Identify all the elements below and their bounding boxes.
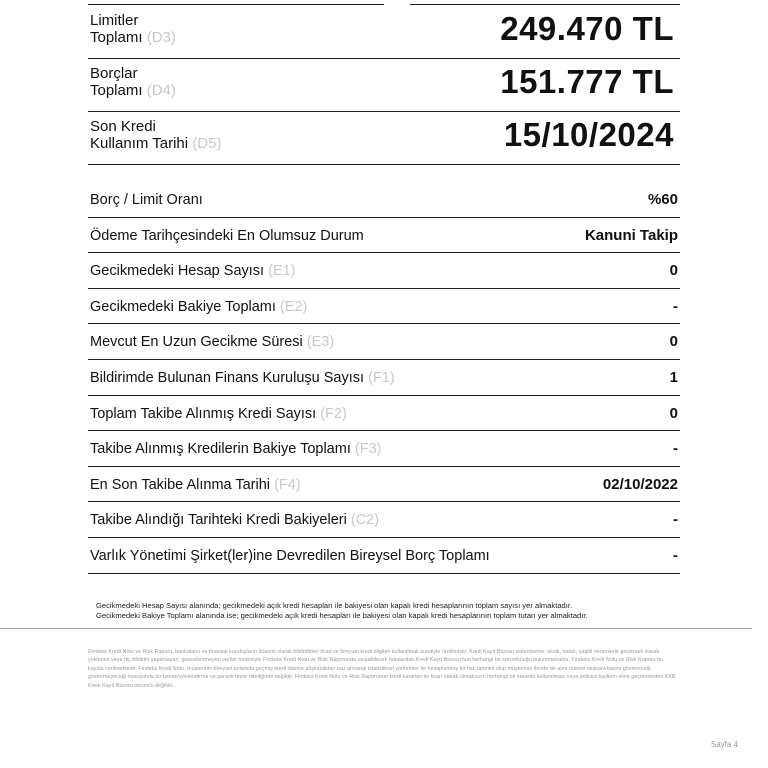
label-line: Son Kredi: [90, 118, 156, 135]
label-line: Toplamı: [90, 29, 143, 46]
row-label: Toplam Takibe Alınmış Kredi Sayısı (F2): [90, 405, 347, 422]
table-row: [88, 253, 680, 289]
table-row: [88, 218, 680, 254]
footnote: [96, 601, 696, 621]
row-value: 1: [669, 368, 678, 386]
row-value: -: [673, 440, 678, 458]
table-row: [88, 467, 680, 503]
row-label: En Son Takibe Alınma Tarihi (F4): [90, 476, 301, 493]
disclaimer-text: Findeks Kredi Notu ve Risk Raporu, bankaların ve finansal kuruluşların düzenli olarak bildirdikleri ticari ve bireysel kredi bilgileri kullanılmak suretiyle üretilmiştir. Kredi Kayıt Bürosu sistemlerine; eksik, hatalı, çeşitli nedenlerle gecikmeli olarak yüklenen veya hiç bildirim yapılmayan, güncellenmeyen veriler nedeniyle Findeks Kredi Notu ve Risk Raporunda oluşabilecek hatalardan Kredi Kayıt Bürosu'nun herhangi bir sorumluluğu bulunmamakta. Findeks Kredi Notu ve Risk Raporu bu kayıtla verilmektedir. Findeks Kredi Notu, müşterinin bireysel anlamda geçmiş kredi ödeme alışkanlıkları baz alınarak istatistiksel yöntemler ile hesaplanmış bir risk tahmini olup müşterinin ileride de aynı ödeme alışkanlıklarını göstereceği göstermeyeceği hususunda bir beyan/yönlendirme ve garanti tesisi niteliğinde değildir. Findeks Kredi Notu ve Risk Raporunun kredi kararları ile ticari olarak olmaksızın herhangi bir kararda kullanılması veya yetkisiz kişilerin eline geçmesinden KKB Kredi Kayıt Bürosu sorumlu değildir.: [88, 649, 676, 689]
table-row: [88, 182, 680, 218]
summary-value: 249.470 TL: [500, 10, 674, 47]
label-line: Toplamı: [90, 82, 143, 99]
page-number: Sayfa 4: [710, 740, 738, 749]
summary-row-limits: [88, 6, 680, 59]
row-label: Gecikmedeki Hesap Sayısı (E1): [90, 263, 296, 280]
summary-value: 15/10/2024: [503, 116, 674, 153]
label-line: Borçlar: [90, 65, 138, 82]
row-value: 0: [669, 262, 678, 280]
summary-row-last-credit-date: [88, 112, 680, 165]
top-rule-right: [410, 4, 680, 5]
field-code: (D3): [146, 29, 176, 46]
row-value: -: [673, 297, 678, 315]
summary-value: 151.777 TL: [500, 63, 674, 100]
row-value: %60: [647, 191, 678, 208]
table-row: [88, 431, 680, 467]
row-label: Ödeme Tarihçesindeki En Olumsuz Durum: [90, 227, 364, 244]
row-label: Borç / Limit Oranı: [90, 192, 203, 208]
footnote-line: Gecikmedeki Hesap Sayısı alanında; gecikmedeki açık kredi hesapları ile bakiyesi olan kapalı kredi hesaplarının toplam sayısı yer almaktadır.: [96, 601, 573, 610]
top-rule-left: [88, 4, 384, 5]
divider: [0, 628, 752, 629]
table-row: [88, 360, 680, 396]
table-row: [88, 538, 680, 574]
row-value: 0: [669, 404, 678, 422]
table-row: [88, 289, 680, 325]
row-label: Mevcut En Uzun Gecikme Süresi (E3): [90, 334, 335, 351]
summary-label: [90, 65, 176, 99]
summary-label: [90, 12, 176, 46]
row-label: Varlık Yönetimi Şirket(ler)ine Devredilen Bireysel Borç Toplamı: [90, 547, 490, 564]
table-row: [88, 324, 680, 360]
detail-table: [88, 182, 680, 574]
summary-label: [90, 118, 221, 152]
label-line: Limitler: [90, 12, 139, 29]
row-value: 0: [669, 333, 678, 351]
row-value: Kanuni Takip: [584, 226, 678, 244]
summary-section: [88, 6, 680, 165]
table-row: [88, 502, 680, 538]
footnote-line: Gecikmedeki Bakiye Toplamı alanında ise; gecikmedeki açık kredi hesapları ile bakiyesi olan kapalı kredi hesaplarının toplam tutarı yer almaktadır.: [96, 611, 588, 620]
row-label: Gecikmedeki Bakiye Toplamı (E2): [90, 298, 308, 315]
field-code: (D4): [146, 82, 176, 99]
summary-row-debts: [88, 59, 680, 112]
table-row: [88, 396, 680, 432]
row-value: -: [673, 546, 678, 564]
row-value: 02/10/2022: [602, 475, 678, 493]
row-value: -: [673, 511, 678, 529]
row-label: Takibe Alınmış Kredilerin Bakiye Toplamı (F3): [90, 441, 382, 458]
field-code: (D5): [192, 135, 222, 152]
label-line: Kullanım Tarihi: [90, 135, 189, 152]
row-label: Bildirimde Bulunan Finans Kuruluşu Sayısı (F1): [90, 369, 395, 386]
row-label: Takibe Alındığı Tarihteki Kredi Bakiyeleri (C2): [90, 512, 380, 529]
